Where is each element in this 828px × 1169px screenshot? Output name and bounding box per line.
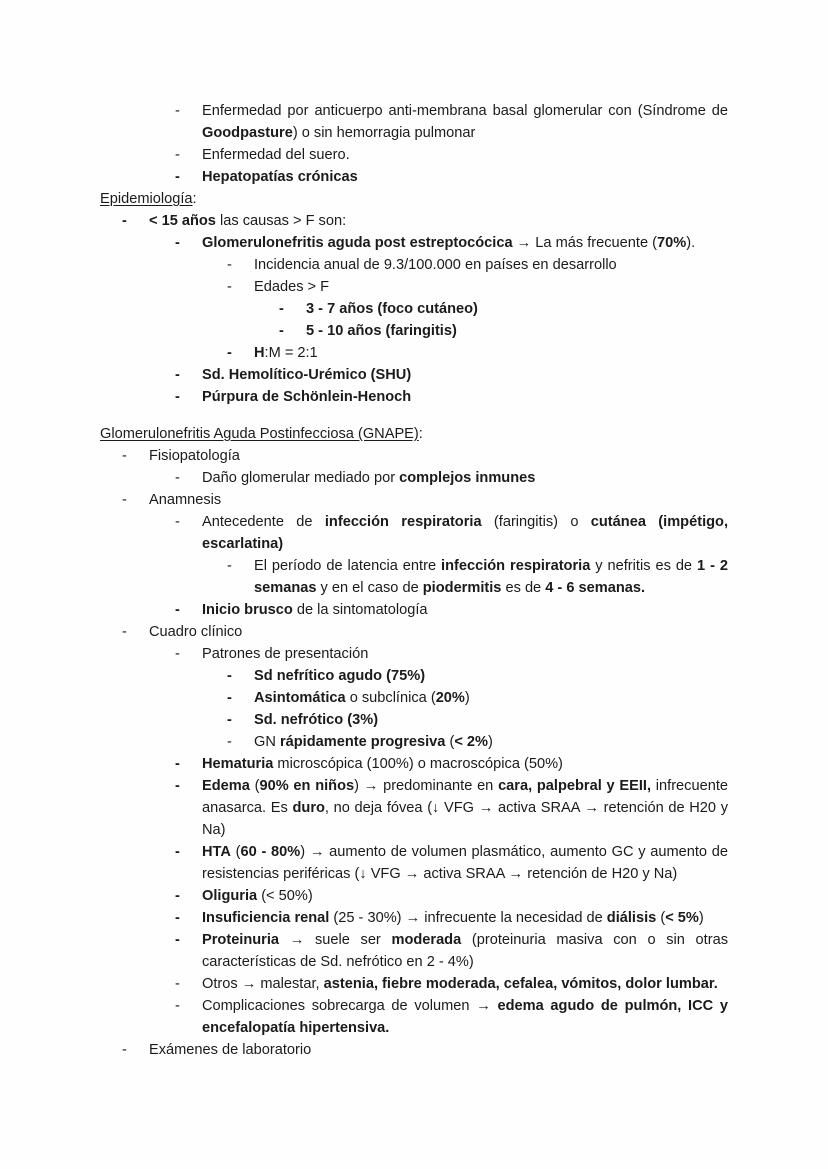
text-segment: 1 - 2 semanas xyxy=(254,558,728,596)
text-segment: 4 - 6 semanas. xyxy=(545,580,646,596)
bullet-dash: - xyxy=(175,932,180,948)
list-item xyxy=(0,511,828,555)
text-segment: de la sintomatología xyxy=(292,602,428,618)
bullet-dash: - xyxy=(175,888,180,904)
bullet-dash: - xyxy=(175,844,180,860)
text-segment: microscópica (100%) o macroscópica (50%) xyxy=(273,756,563,772)
list-item xyxy=(0,232,828,254)
list-item xyxy=(0,386,828,408)
text-segment: ) → predominante en xyxy=(354,778,499,794)
list-item xyxy=(0,210,828,232)
item-text xyxy=(202,778,728,838)
text-segment: Edema xyxy=(202,778,250,794)
text-segment: ) o sin hemorragia pulmonar xyxy=(292,125,476,141)
text-segment: ). xyxy=(686,235,696,251)
text-segment: las causas > F son: xyxy=(215,213,347,229)
list-item xyxy=(0,320,828,342)
bullet-dash: - xyxy=(122,213,127,229)
list-item xyxy=(0,753,828,775)
text-segment: Anamnesis xyxy=(149,492,222,508)
text-segment: complejos inmunes xyxy=(399,470,536,486)
text-segment: rápidamente progresiva xyxy=(279,734,446,750)
item-text xyxy=(149,213,346,229)
bullet-dash: - xyxy=(175,389,180,405)
item-text xyxy=(254,734,493,750)
list-item xyxy=(0,489,828,511)
text-segment: Glomerulonefritis Aguda Postinfecciosa (GNAPE) xyxy=(100,426,419,442)
list-item xyxy=(0,342,828,364)
list-item xyxy=(0,687,828,709)
list-item xyxy=(0,298,828,320)
item-text xyxy=(254,690,470,706)
item-text xyxy=(149,448,240,464)
text-segment: (faringitis) o xyxy=(481,514,591,530)
text-segment: Incidencia anual de 9.3/100.000 en países en desarrollo xyxy=(254,257,617,273)
bullet-dash: - xyxy=(227,279,232,295)
text-segment: Daño glomerular mediado por xyxy=(202,470,400,486)
text-segment: Hematuria xyxy=(202,756,274,772)
list-item xyxy=(0,276,828,298)
item-text xyxy=(202,389,411,405)
list-item xyxy=(0,885,828,907)
list-item xyxy=(0,621,828,643)
text-segment xyxy=(646,514,658,530)
bullet-dash: - xyxy=(175,602,180,618)
list-item xyxy=(0,775,828,841)
item-text xyxy=(202,147,350,163)
text-segment: infrecuente anasarca. Es xyxy=(202,778,728,816)
bullet-dash: - xyxy=(175,998,180,1014)
bullet-dash: - xyxy=(227,734,232,750)
section-heading xyxy=(0,188,828,210)
item-text xyxy=(254,668,425,684)
text-segment: Púrpura de Schönlein-Henoch xyxy=(202,389,412,405)
bullet-dash: - xyxy=(175,514,180,530)
text-segment: H xyxy=(254,345,265,361)
paragraph-spacer xyxy=(0,408,828,423)
item-text xyxy=(254,345,318,361)
text-segment: HTA xyxy=(202,844,231,860)
text-segment: GN xyxy=(254,734,280,750)
text-segment: 90% en niños xyxy=(259,778,355,794)
list-item xyxy=(0,1039,828,1061)
item-text xyxy=(254,712,378,728)
bullet-dash: - xyxy=(227,712,232,728)
text-segment: :M = 2:1 xyxy=(264,345,318,361)
text-segment: Complicaciones sobrecarga de volumen → xyxy=(202,998,498,1014)
text-segment: , no deja fóvea (↓ VFG → activa SRAA → retención de H20 y Na) xyxy=(202,800,729,838)
item-text xyxy=(202,602,428,618)
bullet-dash: - xyxy=(175,910,180,926)
text-segment: ) xyxy=(698,910,704,926)
text-segment: infección respiratoria xyxy=(441,558,591,574)
text-segment: < 2% xyxy=(454,734,489,750)
bullet-dash: - xyxy=(227,257,232,273)
text-segment: edema agudo de pulmón, ICC y encefalopatía hipertensiva. xyxy=(202,998,728,1036)
item-text xyxy=(202,235,695,251)
text-segment: ) → aumento de volumen plasmático, aumento GC y aumento de resistencias periféricas (↓ VFG → activa SRAA → retención de H20 y Na) xyxy=(202,844,728,882)
bullet-dash: - xyxy=(175,756,180,772)
list-item xyxy=(0,907,828,929)
text-segment: < 15 años xyxy=(149,213,216,229)
list-item xyxy=(0,599,828,621)
text-segment: Hepatopatías crónicas xyxy=(202,169,358,185)
item-text xyxy=(254,558,728,596)
bullet-dash: - xyxy=(175,470,180,486)
text-segment: ( xyxy=(656,910,666,926)
item-text xyxy=(202,976,718,992)
bullet-dash: - xyxy=(175,778,180,794)
item-text xyxy=(149,492,221,508)
item-text xyxy=(202,367,411,383)
text-segment: Exámenes de laboratorio xyxy=(149,1042,312,1058)
item-text xyxy=(306,301,478,317)
section-heading xyxy=(0,423,828,445)
text-segment: 20% xyxy=(435,690,465,706)
text-segment: Enfermedad del suero. xyxy=(202,147,350,163)
list-item xyxy=(0,254,828,276)
bullet-dash: - xyxy=(175,147,180,163)
item-text xyxy=(202,998,728,1036)
text-segment: cutánea xyxy=(590,514,646,530)
text-segment: ( xyxy=(249,778,260,794)
item-text xyxy=(202,514,728,552)
list-item xyxy=(0,841,828,885)
text-segment: y nefritis es de xyxy=(590,558,697,574)
item-text xyxy=(202,756,563,772)
bullet-dash: - xyxy=(122,448,127,464)
list-item xyxy=(0,709,828,731)
text-segment: y en el caso de xyxy=(316,580,423,596)
text-segment: (proteinuria masiva con o sin otras características de Sd. nefrótico en 2 - 4%) xyxy=(202,932,728,970)
text-segment: Glomerulonefritis aguda post estreptocócica xyxy=(202,235,513,251)
text-segment: → suele ser xyxy=(279,932,392,948)
item-text xyxy=(202,844,728,882)
list-item xyxy=(0,445,828,467)
text-segment: Oliguria xyxy=(202,888,258,904)
bullet-dash: - xyxy=(279,301,284,317)
bullet-dash: - xyxy=(227,558,232,574)
text-segment: 70% xyxy=(656,235,687,251)
item-text xyxy=(202,888,313,904)
item-text xyxy=(202,103,728,141)
list-item xyxy=(0,144,828,166)
text-segment: (< 50%) xyxy=(257,888,313,904)
bullet-dash: - xyxy=(227,690,232,706)
text-segment: (25 - 30%) → infrecuente la necesidad de xyxy=(329,910,607,926)
item-text xyxy=(306,323,457,339)
text-segment: 60 - 80% xyxy=(240,844,301,860)
text-segment: : xyxy=(192,191,197,207)
text-segment: Edades > F xyxy=(254,279,330,295)
bullet-dash: - xyxy=(175,976,180,992)
text-segment: 3 - 7 años (foco cutáneo) xyxy=(306,301,478,317)
text-segment: Insuficiencia renal xyxy=(202,910,330,926)
item-text xyxy=(100,426,423,442)
list-item xyxy=(0,731,828,753)
text-segment: : xyxy=(418,426,423,442)
text-segment: diálisis xyxy=(606,910,657,926)
bullet-dash: - xyxy=(175,646,180,662)
list-item xyxy=(0,100,828,144)
item-text xyxy=(202,646,368,662)
text-segment: astenia, fiebre moderada, cefalea, vómitos, dolor lumbar. xyxy=(323,976,718,992)
text-segment: 5 - 10 años (faringitis) xyxy=(306,323,457,339)
bullet-dash: - xyxy=(175,235,180,251)
text-segment: Goodpasture xyxy=(202,125,293,141)
text-segment: cara, palpebral y EEII, xyxy=(498,778,652,794)
text-segment: El período de latencia entre xyxy=(254,558,442,574)
text-segment: piodermitis xyxy=(422,580,502,596)
item-text xyxy=(100,191,197,207)
text-segment: infección respiratoria xyxy=(324,514,482,530)
text-segment: Fisiopatología xyxy=(149,448,240,464)
bullet-dash: - xyxy=(122,492,127,508)
text-segment: Otros → malestar, xyxy=(202,976,324,992)
item-text xyxy=(202,169,358,185)
list-item xyxy=(0,364,828,386)
item-text xyxy=(149,624,242,640)
item-text xyxy=(149,1042,311,1058)
bullet-dash: - xyxy=(122,624,127,640)
list-item xyxy=(0,995,828,1039)
item-text xyxy=(202,932,728,970)
bullet-dash: - xyxy=(227,668,232,684)
bullet-dash: - xyxy=(175,169,180,185)
text-segment: ) xyxy=(488,734,493,750)
list-item xyxy=(0,555,828,599)
text-segment: → La más frecuente ( xyxy=(512,235,657,251)
text-segment: Epidemiología xyxy=(100,191,193,207)
list-item xyxy=(0,166,828,188)
item-text xyxy=(254,257,617,273)
text-segment: Enfermedad por anticuerpo anti-membrana basal glomerular con (Síndrome de xyxy=(202,103,728,119)
text-segment: ( xyxy=(230,844,241,860)
text-segment: Patrones de presentación xyxy=(202,646,369,662)
text-segment: Inicio brusco xyxy=(202,602,293,618)
text-segment: ) xyxy=(464,690,470,706)
text-segment: Asintomática xyxy=(254,690,346,706)
text-segment: o subclínica ( xyxy=(345,690,436,706)
bullet-dash: - xyxy=(279,323,284,339)
text-segment: < 5% xyxy=(665,910,699,926)
text-segment: ( xyxy=(445,734,455,750)
item-text xyxy=(202,470,535,486)
list-item xyxy=(0,665,828,687)
bullet-dash: - xyxy=(227,345,232,361)
text-segment: (impétigo, escarlatina) xyxy=(202,514,729,552)
text-segment: Cuadro clínico xyxy=(149,624,243,640)
text-segment: es de xyxy=(501,580,546,596)
bullet-dash: - xyxy=(175,103,180,119)
item-text xyxy=(202,910,704,926)
bullet-dash: - xyxy=(175,367,180,383)
list-item xyxy=(0,973,828,995)
text-segment: Sd. nefrótico (3%) xyxy=(254,712,379,728)
list-item xyxy=(0,467,828,489)
list-item xyxy=(0,929,828,973)
text-segment: Antecedente de xyxy=(202,514,325,530)
text-segment: Proteinuria xyxy=(202,932,280,948)
text-segment: Sd. Hemolítico-Urémico (SHU) xyxy=(202,367,412,383)
text-segment: Sd nefrítico agudo (75%) xyxy=(254,668,426,684)
list-item xyxy=(0,643,828,665)
text-segment: moderada xyxy=(391,932,462,948)
item-text xyxy=(254,279,329,295)
bullet-dash: - xyxy=(122,1042,127,1058)
text-segment: duro xyxy=(292,800,325,816)
